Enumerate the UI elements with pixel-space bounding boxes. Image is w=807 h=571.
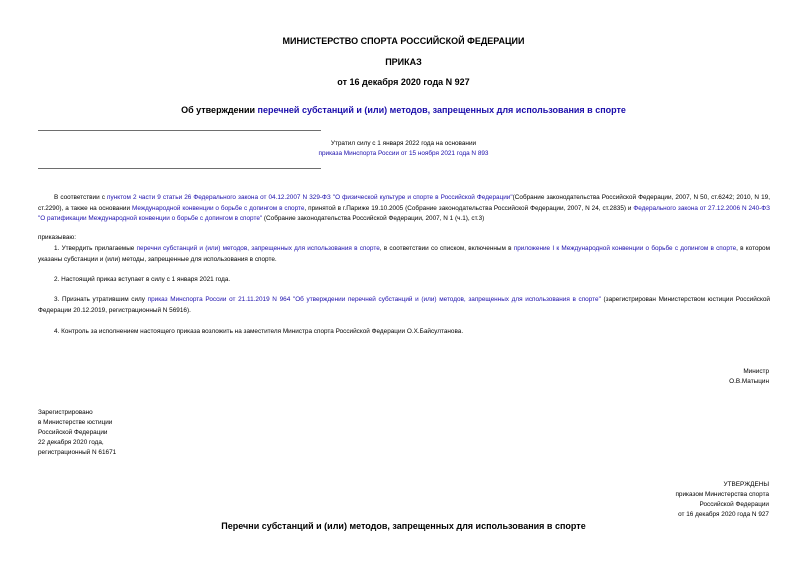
link-substance-lists[interactable]: перечни субстанций и (или) методов, запрещенных для использования в спорте — [136, 245, 380, 252]
divider-bottom — [38, 168, 321, 169]
link-convention-annex[interactable]: приложение I к Международной конвенции о борьбе с допингом в спорте — [513, 245, 737, 252]
item-2: 2. Настоящий приказ вступает в силу с 1 января 2021 года. — [54, 276, 231, 283]
item-1-text-3: , в котором указаны субстанции и (или) методы, запрещенные для использования в спорте. — [38, 245, 770, 263]
item-4: 4. Контроль за исполнением настоящего приказа возложить на заместителя Министра спорта Российской Федерации О.Х.Байсултанова. — [54, 328, 464, 335]
approved-line-1: УТВЕРЖДЕНЫ — [723, 481, 769, 488]
approved-line-4: от 16 декабря 2020 года N 927 — [678, 511, 769, 518]
approved-block — [675, 480, 769, 520]
link-ratification-law[interactable]: Федерального закона от 27.12.2006 N 240-ФЗ "О ратификации Международной конвенции о борьбе с допингом в спорте" — [38, 204, 770, 222]
link-sport-law[interactable]: пунктом 2 части 9 статьи 26 Федерального закона от 04.12.2007 N 329-ФЗ "О физической культуре и спорте в Российской Федерации" — [107, 194, 513, 201]
void-note-link[interactable]: приказа Минспорта России от 15 ноября 2021 года N 893 — [318, 150, 489, 157]
signature-block — [729, 367, 769, 387]
order-word: приказываю: — [38, 234, 76, 241]
item-3 — [38, 295, 770, 316]
document-title-prefix: Об утверждении — [181, 105, 258, 115]
item-3-text-2: (зарегистрирован Министерством юстиции Российской Федерации 20.12.2019, регистрационный N 56916). — [38, 296, 770, 314]
registration-line-5: регистрационный N 61671 — [38, 449, 117, 456]
preamble-paragraph — [38, 193, 770, 225]
signature-position: Министр — [743, 368, 769, 375]
registration-block — [38, 408, 116, 458]
appendix-title: Перечни субстанций и (или) методов, запрещенных для использования в спорте — [221, 521, 586, 531]
document-date-number: от 16 декабря 2020 года N 927 — [337, 77, 470, 87]
void-note — [0, 139, 807, 159]
registration-line-3: Российской Федерации — [38, 429, 108, 436]
approved-line-3: Российской Федерации — [699, 501, 769, 508]
item-3-text-1: 3. Признать утратившим силу — [54, 296, 148, 303]
preamble-text-1: В соответствии с — [54, 194, 108, 201]
void-note-text: Утратил силу с 1 января 2022 года на основании — [330, 140, 477, 147]
registration-line-2: в Министерстве юстиции — [38, 419, 113, 426]
document-type: ПРИКАЗ — [385, 57, 422, 67]
link-previous-order[interactable]: приказ Минспорта России от 21.11.2019 N 964 "Об утверждении перечней субстанций и (или) методов, запрещенных для использования в спорте" — [147, 296, 601, 303]
ministry-heading: МИНИСТЕРСТВО СПОРТА РОССИЙСКОЙ ФЕДЕРАЦИИ — [282, 36, 525, 46]
signature-name: О.В.Матыцин — [729, 378, 769, 385]
preamble-text-2: (Собрание законодательства Российской Федерации, 2007, N 50, ст.6242; 2010, N 19, ст.2290), а также на основании — [38, 194, 770, 212]
approved-line-2: приказом Министерства спорта — [675, 491, 769, 498]
document-title — [0, 105, 807, 115]
item-1-text-1: 1. Утвердить прилагаемые — [54, 245, 137, 252]
preamble-text-4: (Собрание законодательства Российской Федерации, 2007, N 1 (ч.1), ст.3) — [262, 215, 485, 222]
registration-line-1: Зарегистрировано — [38, 409, 93, 416]
item-1 — [38, 244, 770, 265]
document-title-link[interactable]: перечней субстанций и (или) методов, запрещенных для использования в спорте — [257, 105, 626, 115]
registration-line-4: 22 декабря 2020 года, — [38, 439, 104, 446]
preamble-text-3: , принятой в г.Париже 19.10.2005 (Собрание законодательства Российской Федерации, 2007, N 24, ст.2835) и — [304, 204, 634, 212]
divider-top — [38, 130, 321, 131]
link-doping-convention[interactable]: Международной конвенции о борьбе с допингом в спорте — [131, 204, 305, 212]
item-1-text-2: , в соответствии со списком, включенным в — [379, 245, 514, 252]
